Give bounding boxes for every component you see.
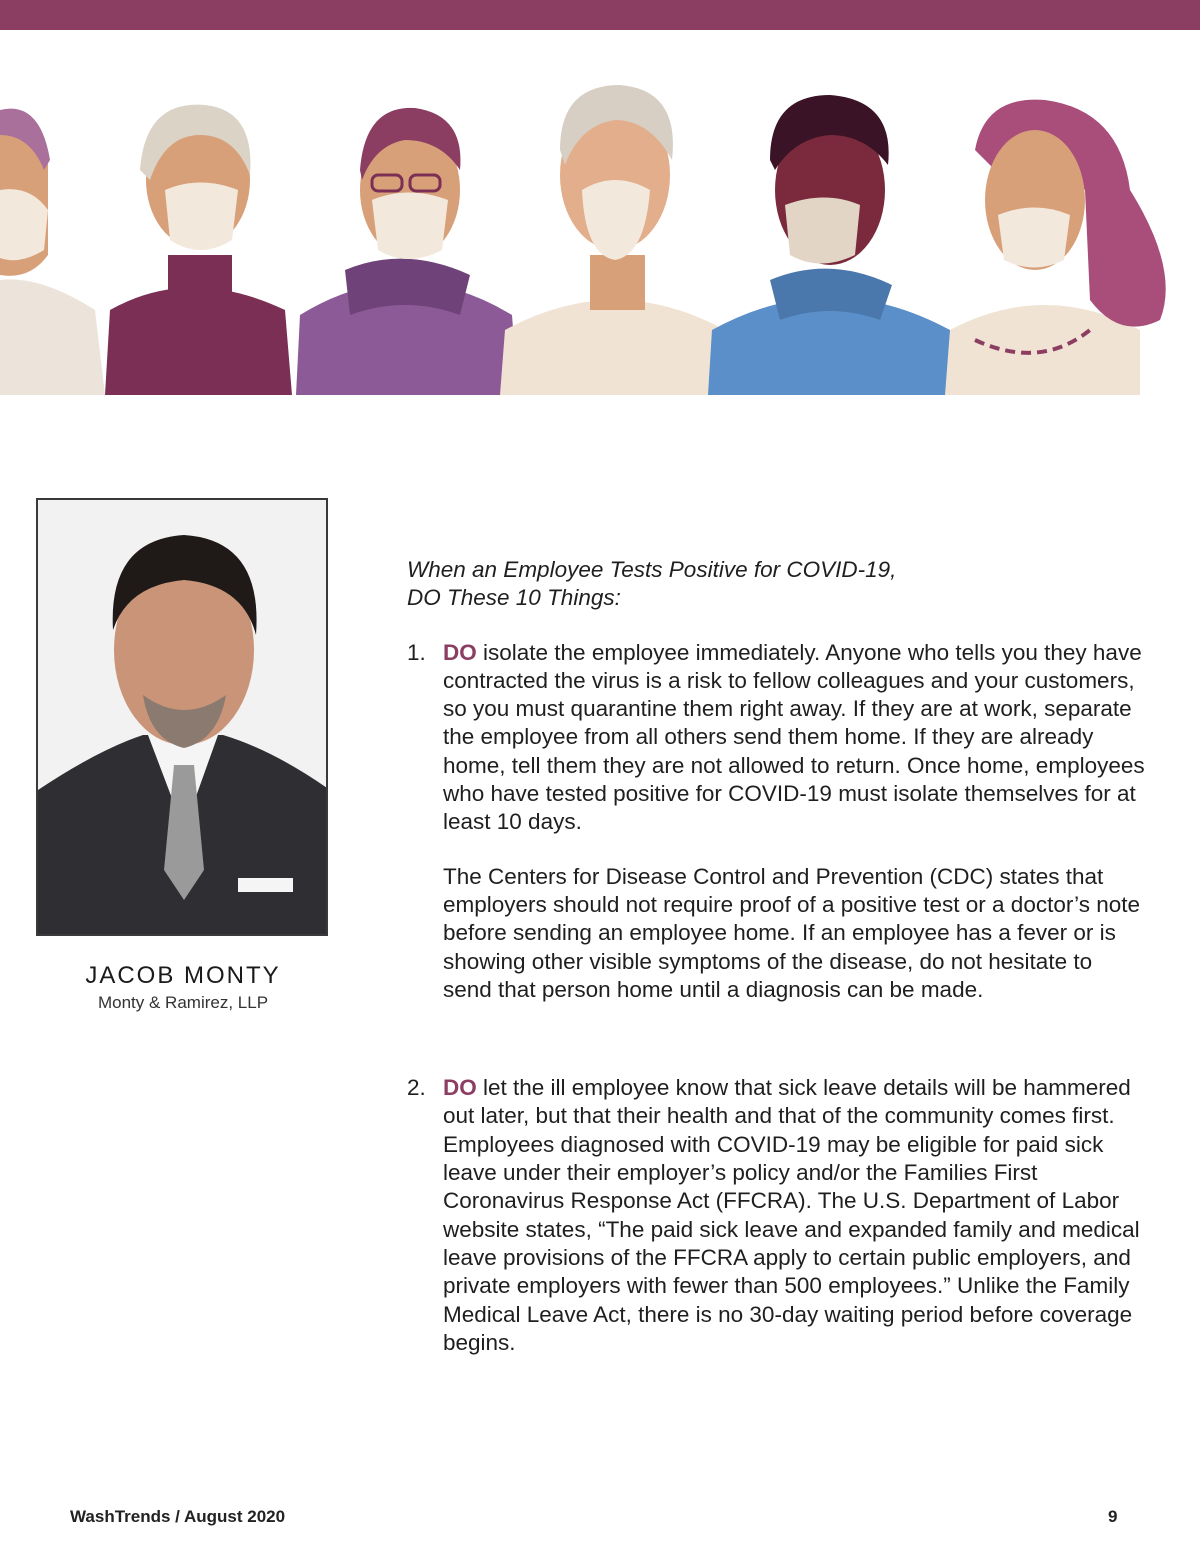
author-photo: [36, 498, 328, 936]
person-1: [0, 109, 105, 395]
person-6: [945, 100, 1166, 395]
article-body: [407, 556, 1147, 1357]
do-keyword: DO: [443, 1075, 477, 1101]
list-item-1: [407, 639, 1147, 1005]
masked-people-illustration: [0, 40, 1200, 400]
list-item-number: 2.: [407, 1075, 426, 1101]
list-item-2: [407, 1074, 1147, 1357]
list-item-body: isolate the employee immediately. Anyone who tells you they have contracted the virus is a risk to fellow colleagues and your customers, so you must quarantine them right away. If they are at work, separate the employee from all others send them home. If they are already home, tell them they are not allowed to return. Once home, employees who have tested positive for COVID-19 must isolate themselves for at least 10 days.: [443, 639, 1145, 835]
person-2: [105, 105, 292, 395]
author-name: JACOB MONTY: [85, 962, 281, 989]
list-item-text: [443, 639, 1147, 837]
person-5: [708, 95, 955, 395]
top-accent-bar: [0, 0, 1200, 30]
do-keyword: DO: [443, 639, 477, 665]
footer-page-number: 9: [1108, 1507, 1118, 1526]
person-3: [296, 108, 518, 395]
author-portrait-illustration: [38, 500, 328, 936]
person-4: [500, 85, 730, 395]
list-item-text: [443, 1074, 1147, 1357]
footer-publication: WashTrends / August 2020: [70, 1507, 286, 1526]
list-item-body: let the ill employee know that sick leave details will be hammered out later, but that their health and that of the community comes first. Employees diagnosed with COVID-19 may be eligible for paid sick leave under their employer’s policy and/or the Families First Coronavirus Response Act (FFCRA). The U.S. Department of Labor website states, “The paid sick leave and expanded family and medical leave provisions of the FFCRA apply to certain public employers, and private employers with fewer than 500 employees.” Unlike the Family Medical Leave Act, there is no 30-day waiting period before coverage begins.: [443, 1075, 1140, 1355]
list-item-paragraph-2: The Centers for Disease Control and Prevention (CDC) states that employers should not require proof of a positive test or a doctor’s note before sending an employee home. If an employee has a fever or is showing other visible symptoms of the disease, do not hesitate to send that person home until a diagnosis can be made.: [443, 863, 1141, 1002]
list-item-number: 1.: [407, 639, 426, 665]
intro-line-2: DO These 10 Things:: [407, 585, 621, 611]
intro-line-1: When an Employee Tests Positive for COVID-19,: [407, 557, 897, 582]
author-firm: Monty & Ramirez, LLP: [97, 993, 269, 1012]
